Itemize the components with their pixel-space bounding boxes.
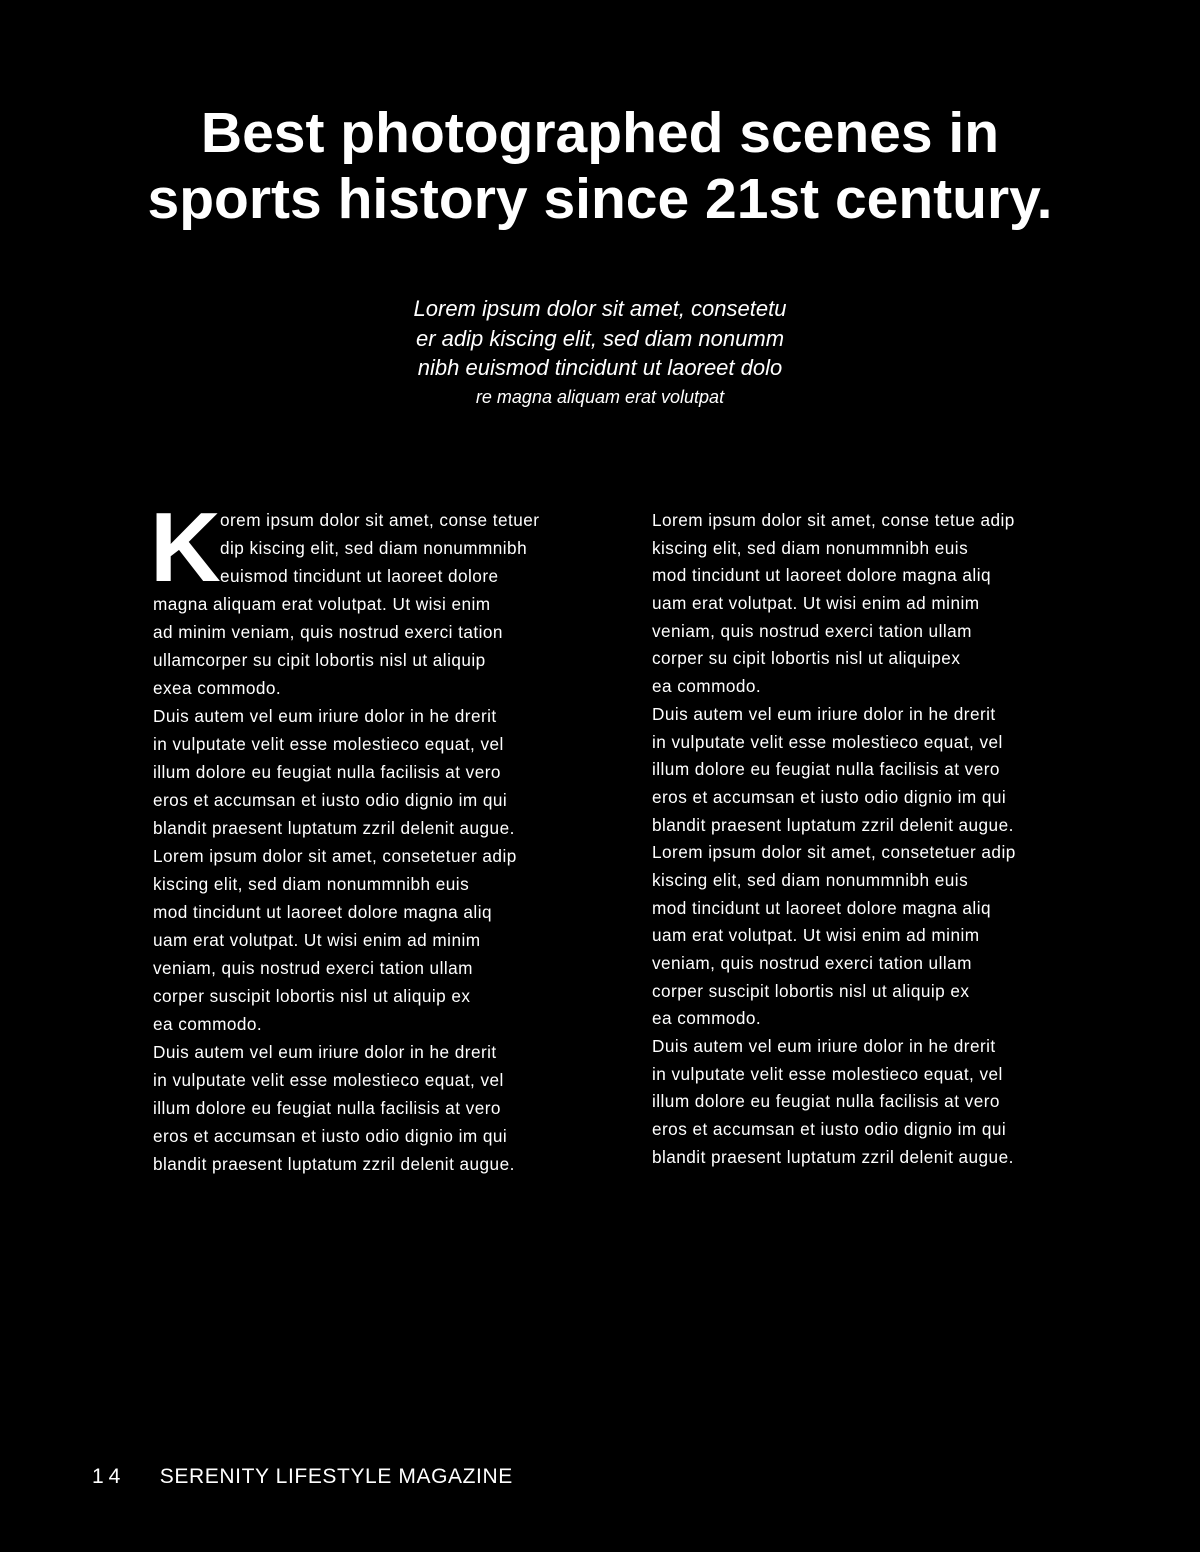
subtitle <box>0 294 1200 412</box>
subtitle-line: Lorem ipsum dolor sit amet, consetetu <box>413 296 787 321</box>
body-text-line: veniam, quis nostrud exerci tation ullam <box>652 953 972 973</box>
body-text-line: corper suscipit lobortis nisl ut aliquip ex <box>652 980 970 1001</box>
body-text-line: uam erat volutpat. Ut wisi enim ad minim <box>153 930 481 950</box>
body-text-line: blandit praesent luptatum zzril delenit augue. <box>652 1146 1014 1167</box>
title-line: sports history since 21st century. <box>147 167 1053 231</box>
body-text-line: illum dolore eu feugiat nulla facilisis at vero <box>652 759 1000 780</box>
body-text-line: Lorem ipsum dolor sit amet, conse tetue adip <box>652 510 1015 530</box>
body-text-line: mod tincidunt ut laoreet dolore magna aliq <box>652 565 991 586</box>
page-title <box>0 100 1200 232</box>
body-text-line: Lorem ipsum dolor sit amet, consetetuer adip <box>652 842 1016 863</box>
body-text-line: kiscing elit, sed diam nonummnibh euis <box>652 537 969 558</box>
body-text-line: ullamcorper su cipit lobortis nisl ut aliquip <box>153 650 486 670</box>
right-column <box>652 508 1016 1173</box>
drop-cap: K <box>150 492 221 602</box>
body-text-line: eros et accumsan et iusto odio dignio im qui <box>652 1119 1007 1140</box>
body-text-line: illum dolore eu feugiat nulla facilisis at vero <box>652 1091 1000 1112</box>
page-number: 14 <box>92 1465 126 1488</box>
body-text-line: eros et accumsan et iusto odio dignio im qui <box>153 790 508 810</box>
body-text-line: exea commodo. <box>153 678 282 698</box>
body-text-line: illum dolore eu feugiat nulla facilisis at vero <box>153 1098 501 1118</box>
body-text-line: euismod tincidunt ut laoreet dolore <box>220 566 499 586</box>
body-text-line: blandit praesent luptatum zzril delenit augue. <box>153 1154 515 1174</box>
body-text-line: ea commodo. <box>652 676 762 697</box>
body-text-line: veniam, quis nostrud exerci tation ullam <box>652 620 972 641</box>
body-text-line: eros et accumsan et iusto odio dignio im qui <box>153 1126 508 1146</box>
body-text-line: Duis autem vel eum iriure dolor in he drerit <box>153 1042 497 1062</box>
body-text-line: orem ipsum dolor sit amet, conse tetuer <box>220 510 540 530</box>
body-text-line: uam erat volutpat. Ut wisi enim ad minim <box>652 593 980 614</box>
body-text-line: corper suscipit lobortis nisl ut aliquip ex <box>153 986 471 1006</box>
body-text-line: ea commodo. <box>153 1014 263 1034</box>
body-text-line: mod tincidunt ut laoreet dolore magna aliq <box>153 902 492 922</box>
body-text-line: magna aliquam erat volutpat. Ut wisi enim <box>153 594 491 614</box>
subtitle-line: nibh euismod tincidunt ut laoreet dolo <box>417 355 783 380</box>
body-text-line: Duis autem vel eum iriure dolor in he drerit <box>652 1036 996 1057</box>
body-text-line: uam erat volutpat. Ut wisi enim ad minim <box>652 925 980 946</box>
body-text-line: eros et accumsan et iusto odio dignio im qui <box>652 786 1007 807</box>
body-text-line: ad minim veniam, quis nostrud exerci tation <box>153 622 503 642</box>
subtitle-line: re magna aliquam erat volutpat <box>475 386 725 407</box>
body-text-line: in vulputate velit esse molestieco equat, vel <box>153 734 504 754</box>
body-text-line: in vulputate velit esse molestieco equat, vel <box>153 1070 504 1090</box>
subtitle-line: er adip kiscing elit, sed diam nonumm <box>415 325 785 351</box>
body-text-line: ea commodo. <box>652 1008 762 1029</box>
body-text-line: blandit praesent luptatum zzril delenit augue. <box>153 818 515 838</box>
magazine-name: SERENITY LIFESTYLE MAGAZINE <box>159 1465 513 1488</box>
body-text-line: corper su cipit lobortis nisl ut aliquipex <box>652 648 961 669</box>
body-text-line: mod tincidunt ut laoreet dolore magna aliq <box>652 897 991 918</box>
body-text-line: kiscing elit, sed diam nonummnibh euis <box>652 869 969 890</box>
left-column <box>153 508 539 1180</box>
body-text-line: in vulputate velit esse molestieco equat, vel <box>652 731 1003 752</box>
body-text-line: kiscing elit, sed diam nonummnibh euis <box>153 874 470 894</box>
footer <box>92 1465 513 1489</box>
body-text-line: Duis autem vel eum iriure dolor in he drerit <box>652 703 996 724</box>
body-text-line: in vulputate velit esse molestieco equat, vel <box>652 1063 1003 1084</box>
body-text-line: Lorem ipsum dolor sit amet, consetetuer adip <box>153 846 517 866</box>
body-text-line: illum dolore eu feugiat nulla facilisis at vero <box>153 762 501 782</box>
body-text-line: dip kiscing elit, sed diam nonummnibh <box>220 538 528 558</box>
title-line: Best photographed scenes in <box>200 101 1000 165</box>
body-text-line: blandit praesent luptatum zzril delenit augue. <box>652 814 1014 835</box>
body-text-line: veniam, quis nostrud exerci tation ullam <box>153 958 473 978</box>
body-text-line: Duis autem vel eum iriure dolor in he drerit <box>153 706 497 726</box>
